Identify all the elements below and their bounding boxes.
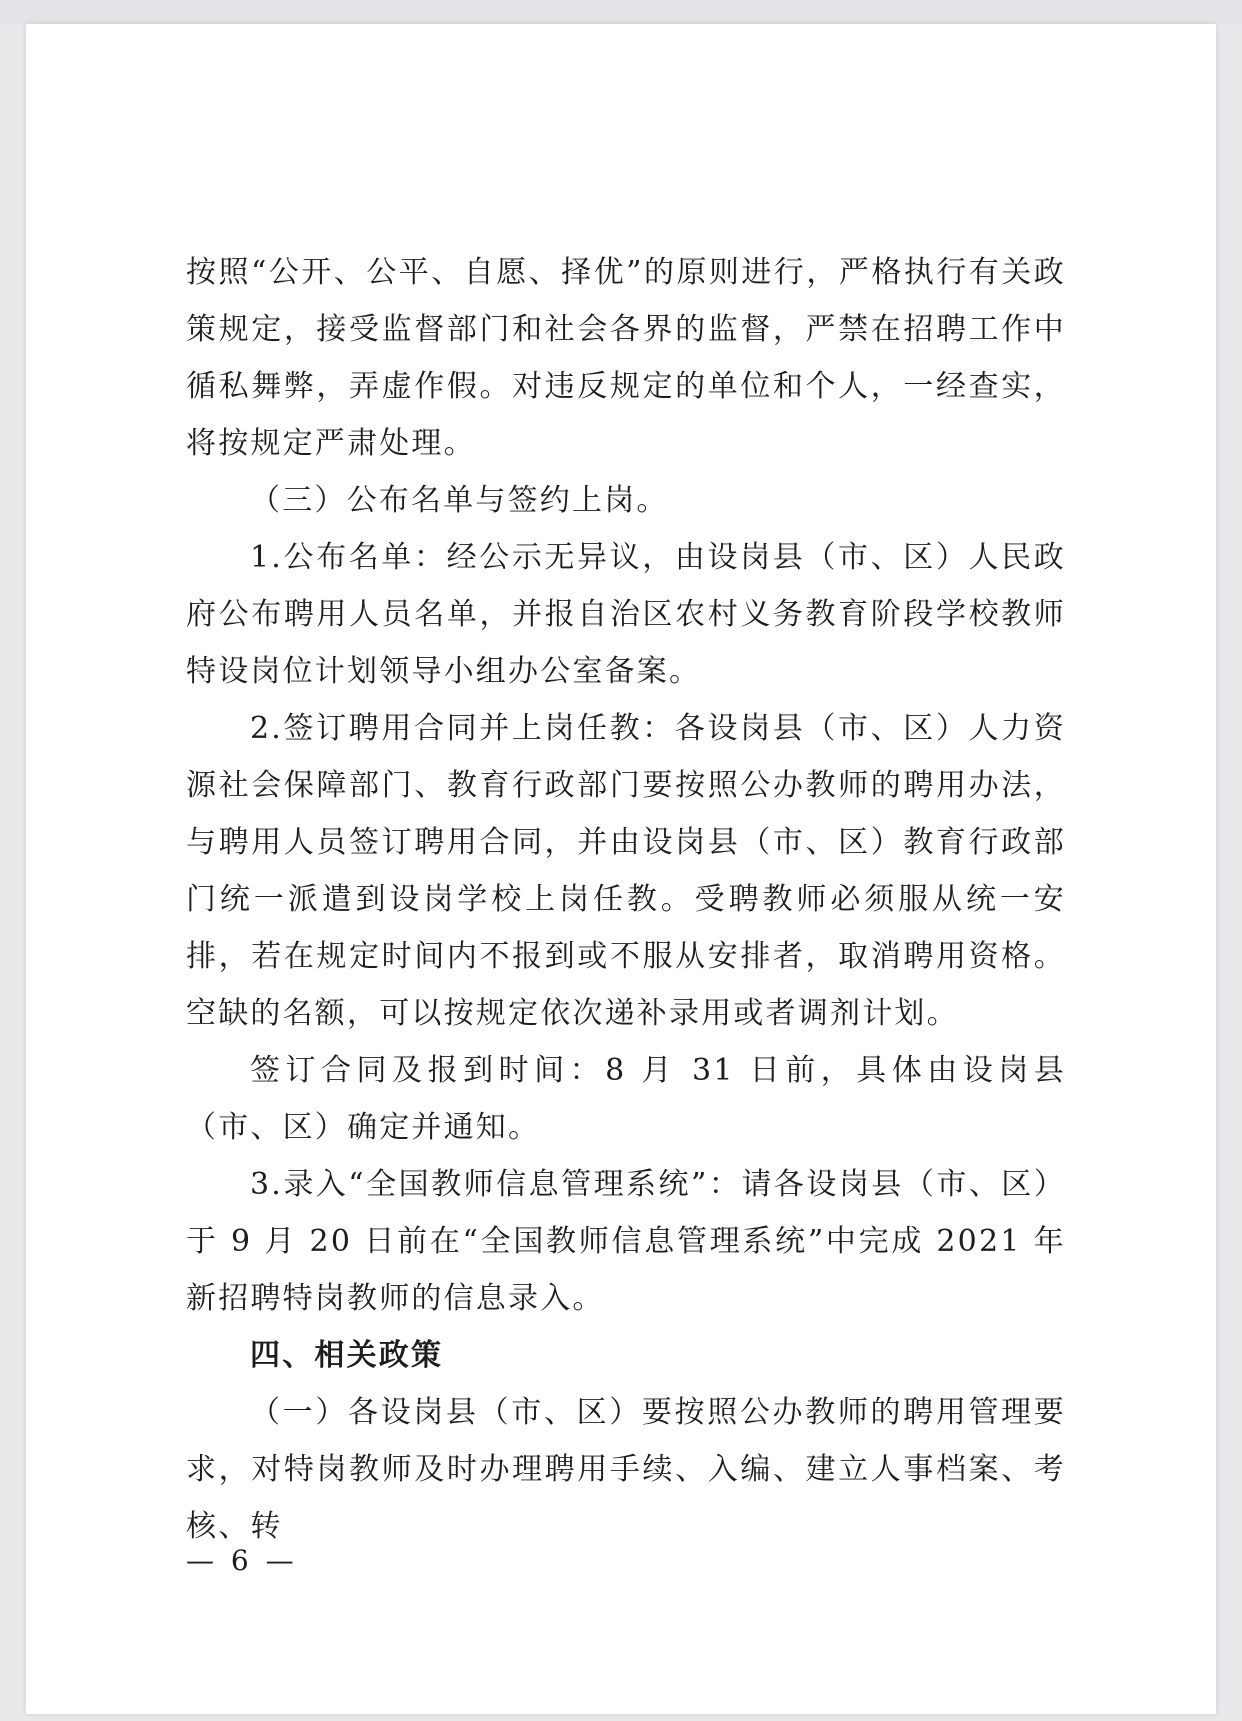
paragraph-signing-time: 签订合同及报到时间：8 月 31 日前，具体由设岗县（市、区）确定并通知。 — [186, 1053, 1066, 1145]
paragraph-system-entry: 3.录入“全国教师信息管理系统”：请各设岗县（市、区）于 9 月 20 日前在“全国教师信息管理系统”中完成 2021 年新招聘特岗教师的信息录入。 — [186, 1167, 1066, 1316]
section-heading-announce-list: （三）公布名单与签约上岗。 — [250, 483, 669, 518]
section-heading-related-policies: 四、相关政策 — [250, 1338, 444, 1373]
viewer-background-strip — [0, 0, 1242, 24]
document-body — [186, 244, 1066, 1555]
paragraph-policy-one: （一）各设岗县（市、区）要按照公办教师的聘用管理要求，对特岗教师及时办理聘用手续、入编、建立人事档案、考核、转 — [186, 1395, 1066, 1544]
page-number: — 6 — — [186, 1544, 298, 1577]
paragraph-principles: 按照“公开、公平、自愿、择优”的原则进行，严格执行有关政策规定，接受监督部门和社会各界的监督，严禁在招聘工作中循私舞弊，弄虚作假。对违反规定的单位和个人，一经查实，将按规定严肃处理。 — [186, 255, 1066, 461]
paragraph-publish-list: 1.公布名单：经公示无异议，由设岗县（市、区）人民政府公布聘用人员名单，并报自治区农村义务教育阶段学校教师特设岗位计划领导小组办公室备案。 — [186, 540, 1066, 689]
document-page — [26, 24, 1216, 1714]
paragraph-sign-contract: 2.签订聘用合同并上岗任教：各设岗县（市、区）人力资源社会保障部门、教育行政部门要按照公办教师的聘用办法，与聘用人员签订聘用合同，并由设岗县（市、区）教育行政部门统一派遣到设岗学校上岗任教。受聘教师必须服从统一安排，若在规定时间内不报到或不服从安排者，取消聘用资格。空缺的名额，可以按规定依次递补录用或者调剂计划。 — [186, 711, 1066, 1031]
